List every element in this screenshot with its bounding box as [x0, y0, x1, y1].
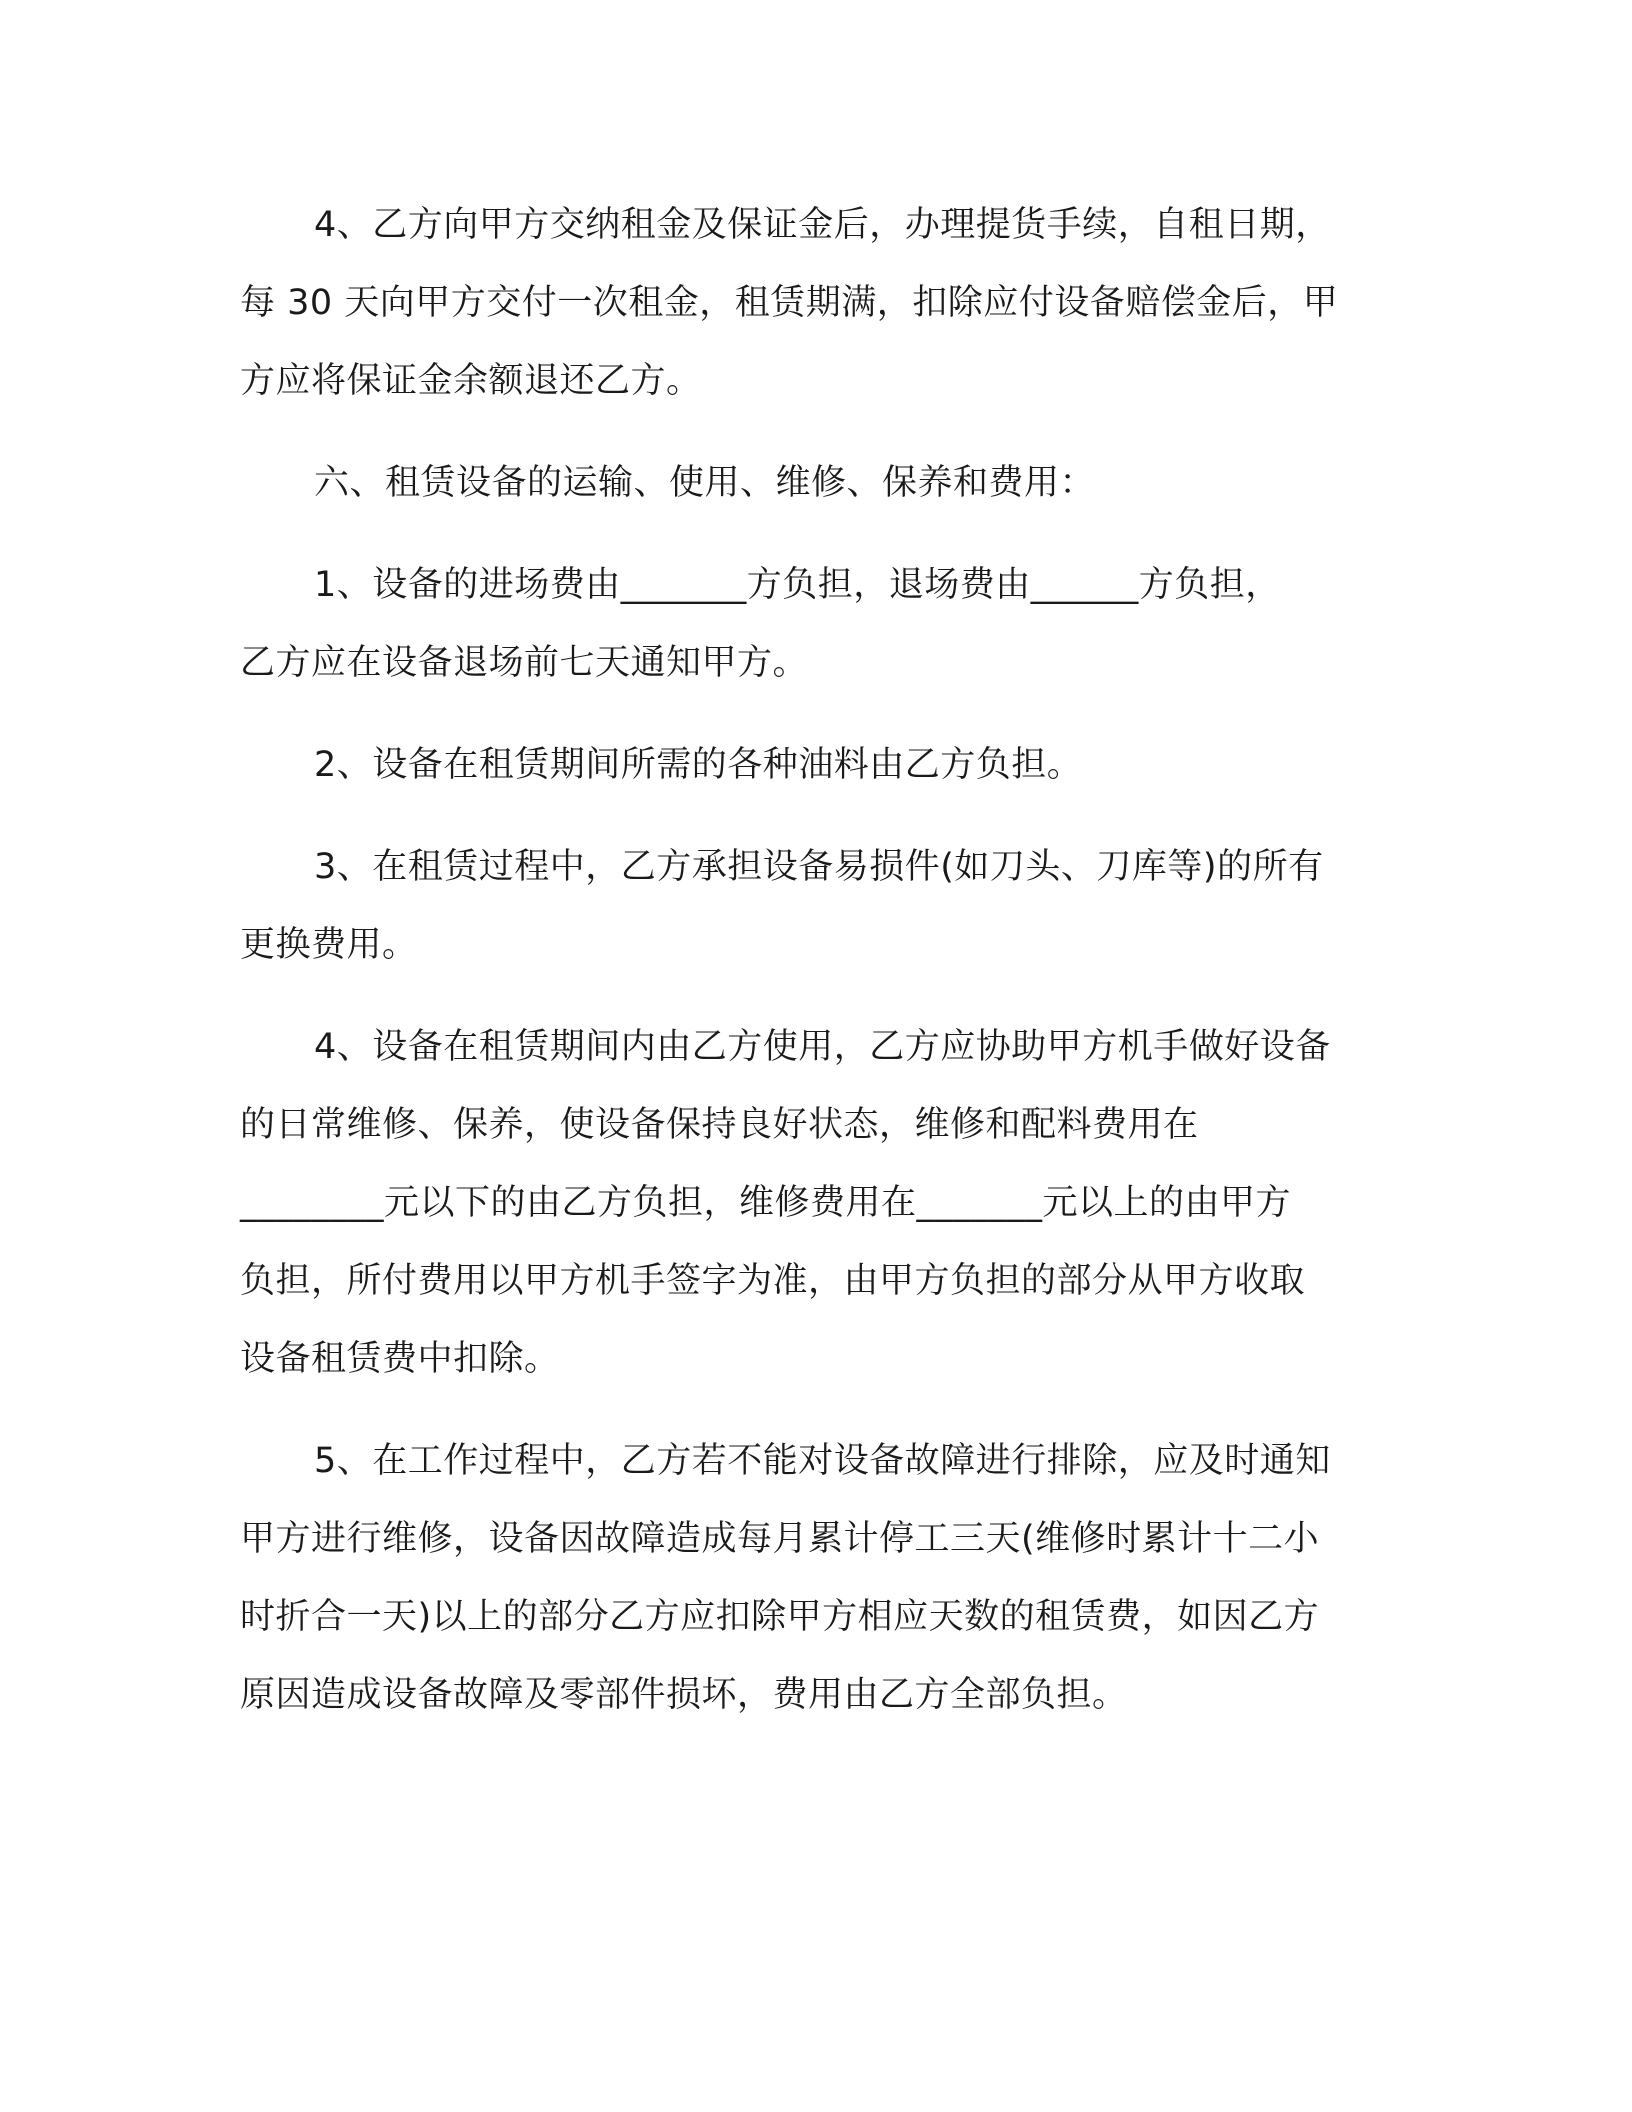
text-line: 方应将保证金余额退还乙方。: [240, 361, 702, 401]
text-line: 更换费用。: [240, 925, 418, 965]
text-line: 1、设备的进场费由_______方负担，退场费由______方负担，: [314, 565, 1281, 605]
text-line: 3、在租赁过程中，乙方承担设备易损件(如刀头、刀库等)的所有: [314, 847, 1324, 887]
section-6-heading: [240, 444, 1390, 522]
clause-1-transport-fee: [240, 546, 1390, 702]
text-line: 5、在工作过程中，乙方若不能对设备故障进行排除，应及时通知: [314, 1441, 1331, 1481]
text-line: 原因造成设备故障及零部件损坏，费用由乙方全部负担。: [240, 1675, 1128, 1715]
text-line: 4、乙方向甲方交纳租金及保证金后，办理提货手续，自租日期，: [314, 205, 1331, 245]
clause-4-maintenance: [240, 1008, 1390, 1398]
text-line: 六、租赁设备的运输、使用、维修、保养和费用：: [314, 463, 1096, 503]
text-line: 负担，所付费用以甲方机手签字为准，由甲方负担的部分从甲方收取: [240, 1261, 1306, 1301]
clause-3-wear-parts: [240, 828, 1390, 984]
clause-4-deposit: [240, 186, 1390, 420]
text-line: 的日常维修、保养，使设备保持良好状态，维修和配料费用在: [240, 1105, 1199, 1145]
text-line: 每 30 天向甲方交付一次租金，租赁期满，扣除应付设备赔偿金后，甲: [240, 283, 1339, 323]
text-line: 甲方进行维修，设备因故障造成每月累计停工三天(维修时累计十二小: [240, 1519, 1320, 1559]
document-body: [240, 186, 1390, 1758]
text-line: 乙方应在设备退场前七天通知甲方。: [240, 643, 809, 683]
text-line: 时折合一天)以上的部分乙方应扣除甲方相应天数的租赁费，如因乙方: [240, 1597, 1320, 1637]
clause-5-breakdown: [240, 1422, 1390, 1734]
text-line: 2、设备在租赁期间所需的各种油料由乙方负担。: [314, 745, 1083, 785]
text-line: 设备租赁费中扣除。: [240, 1339, 560, 1379]
clause-2-fuel: [240, 726, 1390, 804]
text-line: 4、设备在租赁期间内由乙方使用，乙方应协助甲方机手做好设备: [314, 1027, 1331, 1067]
text-line: ________元以下的由乙方负担，维修费用在_______元以上的由甲方: [240, 1183, 1292, 1223]
